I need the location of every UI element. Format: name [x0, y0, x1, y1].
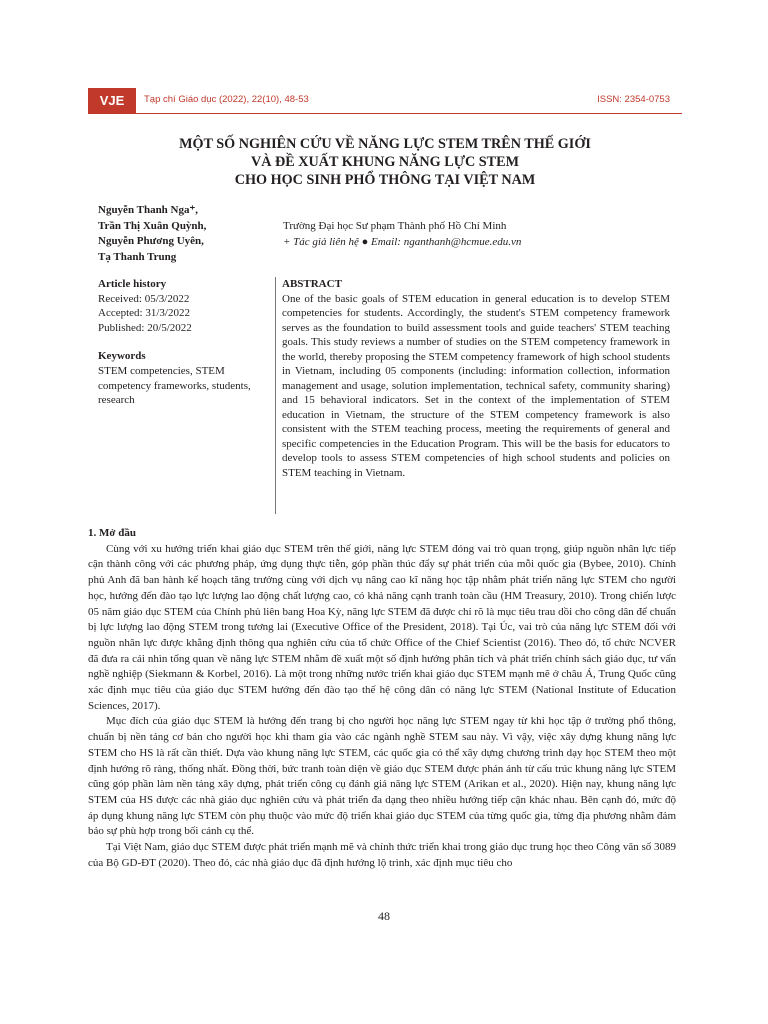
paragraph: Mục đích của giáo dục STEM là hướng đến trang bị cho người học năng lực STEM ngay từ khi học tập ở trường phổ thông, chuẩn bị nền tảng cơ bản cho người học khi tham gia vào các ngành nghề STEM sau này. Vì vậy, việc xây dựng khung năng lực STEM cho HS là rất cần thiết. Dựa vào khung năng lực STEM, các quốc gia có thể xây dựng chương trình dạy học STEM theo một định hướng rõ ràng, thống nhất. Đồng thời, bức tranh toàn diện về giáo dục STEM được phản ánh từ cấu trúc khung năng lực STEM cũng góp phần làm nền tảng xây dựng, phát triển công cụ đánh giá năng lực STEM (Arikan et al., 2020). Hiện nay, khung năng lực STEM của HS được các nhà giáo dục nghiên cứu và phát triển đa dạng theo nhiều hướng tiếp cận khác nhau. Bên cạnh đó, mức độ áp dụng khung năng lực STEM còn phụ thuộc vào mức độ triển khai giáo dục STEM của từng quốc gia, từng địa phương nhằm đảm bảo sự phù hợp trong bối cảnh cụ thể.: [88, 715, 676, 838]
keywords-heading: Keywords: [98, 350, 146, 363]
abstract-section: [282, 277, 670, 480]
page-number: 48: [378, 909, 390, 923]
abstract-heading: ABSTRACT: [282, 278, 342, 290]
journal-citation: Tạp chí Giáo dục (2022), 22(10), 48-53: [144, 94, 309, 105]
author: Tạ Thanh Trung: [98, 250, 177, 263]
affiliation: Trường Đại học Sư phạm Thành phố Hồ Chí Minh: [283, 220, 507, 232]
abstract-divider: [275, 277, 276, 514]
author-list: [98, 203, 206, 265]
abstract-text: One of the basic goals of STEM education in general education is to develop STEM competencies for students. Accordingly, the student's STEM competency framework serves as the foundation to build assessment tools and guide teachers' STEM teaching goals. This study reviews a number of studies on the STEM competency framework in the world, thereby proposing the STEM competency framework of high school students in Vietnam, including 05 components (including: information collection, information management and usage, solution implementation, technical safety, community sharing) and 15 behavioral indicators. Set in the context of the implementation of STEM education in Vietnam, the structure of the STEM competency framework is also consistent with the STEM teaching process, meeting the requirements of general and specific competencies in the Education Program. This will be the basis for educators to develop tools to assess STEM competencies of high school students and policies on STEM teaching in Vietnam.: [282, 292, 670, 479]
accepted-date: Accepted: 31/3/2022: [98, 307, 190, 320]
author: Trần Thị Xuân Quỳnh,: [98, 219, 207, 232]
article-history-heading: Article history: [98, 278, 167, 290]
paper-title: [88, 135, 682, 189]
article-meta: [98, 277, 268, 408]
journal-header: [88, 88, 682, 114]
contact-email: + Tác giả liên hệ ● Email: nganthanh@hcmue.edu.vn: [283, 235, 522, 248]
journal-issn: ISSN: 2354-0753: [597, 94, 670, 105]
title-line: CHO HỌC SINH PHỔ THÔNG TẠI VIỆT NAM: [234, 172, 536, 188]
received-date: Received: 05/3/2022: [98, 292, 190, 305]
paragraph: Cùng với xu hướng triển khai giáo dục STEM trên thế giới, năng lực STEM đóng vai trò quan trọng, giúp nguồn nhân lực tiếp cận thành công với các phương pháp, ứng dụng thực tiễn, góp phần thúc đẩy sự phát triển của mỗi quốc gia (Bybee, 2010). Chính phủ Anh đã ban hành kế hoạch tăng trưởng cùng với dịch vụ nâng cao kĩ năng học tập nhằm phát triển năng lực STEM cho người học, hướng đến đào tạo lực lượng lao động chất lượng cao, có khả năng cạnh tranh toàn cầu (HM Treasury, 2010). Trong chiến lược 05 năm giáo dục STEM của Chính phủ liên bang Hoa Kỳ, năng lực STEM đã được chỉ rõ là mục tiêu trau dồi cho công dân để chuẩn bị lực lượng lao động STEM trong tương lai (Executive Office of the President, 2018). Tại Úc, vai trò của năng lực STEM đối với nguồn nhân lực được khẳng định thông qua nghiên cứu của tổ chức Office of the Chief Scientist (2016). Theo đó, tổ chức NCVER đã đưa ra cái nhìn tổng quan về năng lực STEM nhằm đề xuất một số định hướng phân tích và phát triển chính sách giáo dục, tư vấn nghề nghiệp (Siekmann & Korbel, 2016). Là một trong những nước triển khai giáo dục STEM mạnh mẽ ở châu Á, Trung Quốc cũng xác định mục tiêu của giáo dục STEM hướng đến đào tạo thế hệ công dân có năng lực STEM (National Institute of Education Sciences, 2017).: [88, 542, 676, 712]
author: Nguyễn Thanh Nga⁺,: [98, 204, 199, 216]
body-text: [88, 526, 676, 871]
title-line: MỘT SỐ NGHIÊN CỨU VỀ NĂNG LỰC STEM TRÊN THẾ GIỚI: [179, 136, 591, 152]
title-line: VÀ ĐỀ XUẤT KHUNG NĂNG LỰC STEM: [250, 154, 519, 170]
published-date: Published: 20/5/2022: [98, 321, 192, 334]
author: Nguyễn Phương Uyên,: [98, 235, 204, 247]
paragraph: Tại Việt Nam, giáo dục STEM được phát triển mạnh mẽ và chính thức triển khai trong giáo dục trung học theo Công văn số 3089 của Bộ GD-ĐT (2020). Theo đó, các nhà giáo dục đã định hướng lộ trình, xác định mục tiêu cho: [88, 841, 676, 869]
section-heading: 1. Mở đầu: [88, 527, 136, 539]
header-rule: [136, 113, 682, 114]
affiliation-block: [283, 219, 521, 250]
keywords-text: STEM competencies, STEM competency frameworks, students, research: [98, 364, 251, 407]
journal-logo: VJE: [88, 88, 136, 114]
